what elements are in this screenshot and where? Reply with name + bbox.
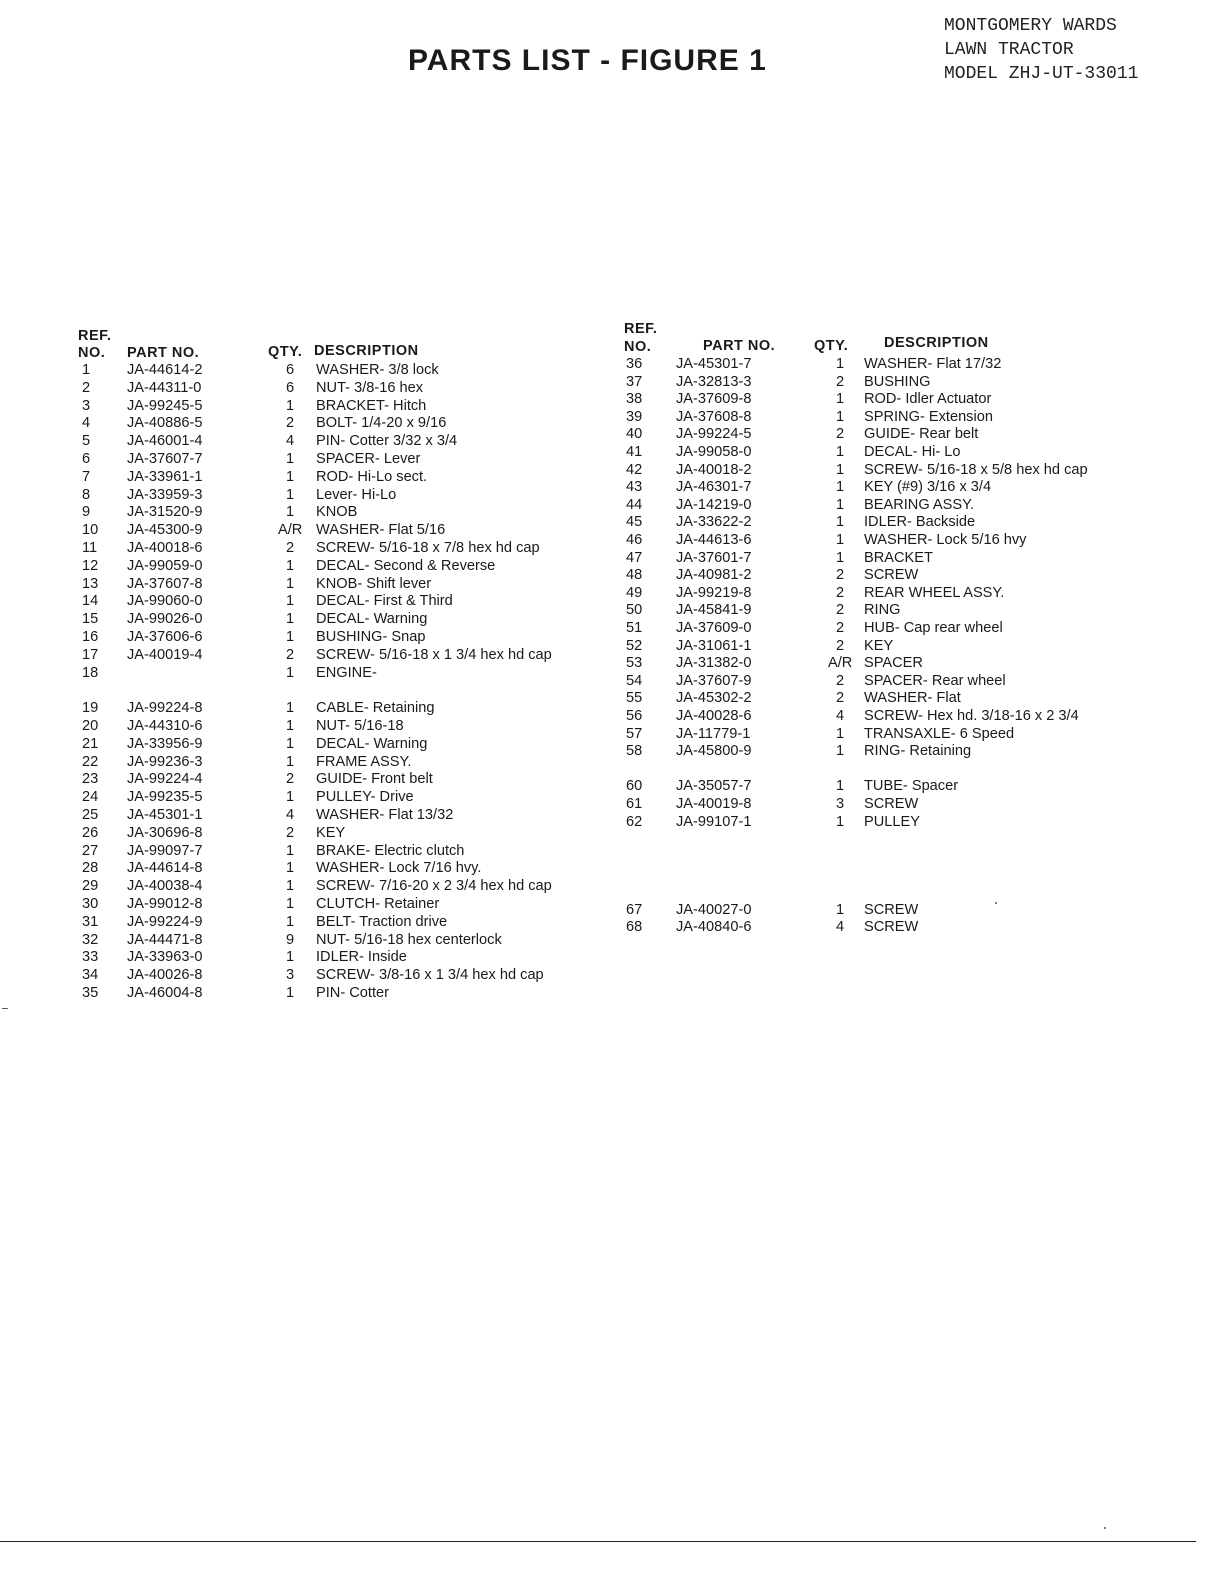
qty-cell: 1 [835,462,845,478]
ref-cell: 2 [82,380,91,396]
ref-cell: 5 [82,433,91,449]
model-line-1: MONTGOMERY WARDS [944,16,1117,36]
description-cell: PULLEY [864,814,920,830]
ref-cell: 51 [626,620,643,636]
qty-cell: 1 [285,843,295,859]
ref-cell: 46 [626,532,643,548]
qty-cell: 1 [835,743,845,759]
qty-cell: 2 [285,825,295,841]
description-cell: SCREW- 5/16-18 x 5/8 hex hd cap [864,462,1088,478]
ref-cell: 42 [626,462,643,478]
description-cell: SPRING- Extension [864,409,993,425]
qty-cell: 1 [285,469,295,485]
description-cell: SCREW- 7/16-20 x 2 3/4 hex hd cap [316,878,552,894]
ref-cell: 58 [626,743,643,759]
part-number-cell: JA-30696-8 [127,825,203,841]
right-ref-header-2: NO. [624,339,652,355]
description-cell: NUT- 3/8-16 hex [316,380,424,396]
part-number-cell: JA-40026-8 [127,967,203,983]
description-cell: ROD- Idler Actuator [864,391,992,407]
part-number-cell: JA-44614-2 [127,362,203,378]
ref-cell: 32 [82,932,99,948]
qty-cell: 1 [285,789,295,805]
qty-cell: 1 [835,444,845,460]
part-number-cell: JA-45301-1 [127,807,203,823]
qty-cell: 1 [285,629,295,645]
part-number-cell: JA-45300-9 [127,522,203,538]
ref-cell: 27 [82,843,99,859]
part-number-cell: JA-40027-0 [676,902,752,918]
description-cell: NUT- 5/16-18 [316,718,404,734]
ref-cell: 43 [626,479,643,495]
ref-cell: 68 [626,919,643,935]
ref-cell: 14 [82,593,99,609]
scan-speck [1104,1527,1106,1529]
qty-cell: 1 [285,949,295,965]
ref-cell: 25 [82,807,99,823]
qty-cell: 1 [285,878,295,894]
qty-cell: 2 [835,426,845,442]
ref-cell: 48 [626,567,643,583]
model-line-2: LAWN TRACTOR [944,40,1074,60]
part-number-cell: JA-31382-0 [676,655,752,671]
ref-cell: 7 [82,469,91,485]
qty-cell: 1 [285,398,295,414]
ref-cell: 62 [626,814,643,830]
ref-cell: 22 [82,754,99,770]
qty-cell: 1 [285,914,295,930]
ref-cell: 55 [626,690,643,706]
right-ref-header-1: REF. [624,321,658,337]
qty-cell: 1 [285,700,295,716]
qty-cell: 4 [835,919,845,935]
part-number-cell: JA-33961-1 [127,469,203,485]
part-number-cell: JA-37609-8 [676,391,752,407]
description-cell: SCREW- 5/16-18 x 7/8 hex hd cap [316,540,540,556]
part-number-cell: JA-33956-9 [127,736,203,752]
ref-cell: 28 [82,860,99,876]
ref-cell: 38 [626,391,643,407]
qty-cell: 9 [285,932,295,948]
part-number-cell: JA-40028-6 [676,708,752,724]
qty-cell: 1 [285,593,295,609]
ref-cell: 10 [82,522,99,538]
description-cell: SCREW [864,796,919,812]
qty-cell: 3 [285,967,295,983]
part-number-cell: JA-99012-8 [127,896,203,912]
ref-cell: 50 [626,602,643,618]
part-number-cell: JA-99058-0 [676,444,752,460]
description-cell: PULLEY- Drive [316,789,414,805]
description-cell: DECAL- Hi- Lo [864,444,961,460]
description-cell: FRAME ASSY. [316,754,412,770]
description-cell: SCREW- 5/16-18 x 1 3/4 hex hd cap [316,647,552,663]
part-number-cell: JA-33963-0 [127,949,203,965]
description-cell: DECAL- Warning [316,736,428,752]
description-cell: KEY (#9) 3/16 x 3/4 [864,479,992,495]
ref-cell: 49 [626,585,643,601]
ref-cell: 17 [82,647,99,663]
part-number-cell: JA-99224-8 [127,700,203,716]
ref-cell: 61 [626,796,643,812]
part-number-cell: JA-40018-6 [127,540,203,556]
ref-cell: 40 [626,426,643,442]
description-cell: BOLT- 1/4-20 x 9/16 [316,415,447,431]
qty-cell: 2 [835,374,845,390]
qty-cell: 1 [835,479,845,495]
description-cell: BRAKE- Electric clutch [316,843,465,859]
part-number-cell: JA-99235-5 [127,789,203,805]
ref-cell: 16 [82,629,99,645]
scan-speck [2,1008,8,1009]
description-cell: WASHER- 3/8 lock [316,362,439,378]
qty-cell: 1 [835,409,845,425]
ref-cell: 13 [82,576,99,592]
part-number-cell: JA-99097-7 [127,843,203,859]
qty-cell: 1 [285,451,295,467]
description-cell: WASHER- Flat 13/32 [316,807,454,823]
ref-cell: 35 [82,985,99,1001]
right-qty-header: QTY. [814,338,849,354]
ref-cell: 54 [626,673,643,689]
description-cell: RING- Retaining [864,743,972,759]
description-cell: PIN- Cotter [316,985,389,1001]
qty-cell: 1 [285,896,295,912]
ref-cell: 52 [626,638,643,654]
page-title: PARTS LIST - FIGURE 1 [408,44,767,77]
part-number-cell: JA-45301-7 [676,356,752,372]
part-number-cell: JA-37601-7 [676,550,752,566]
qty-cell: 2 [285,647,295,663]
ref-cell: 29 [82,878,99,894]
qty-cell: 2 [285,540,295,556]
description-cell: SCREW- 3/8-16 x 1 3/4 hex hd cap [316,967,544,983]
ref-cell: 67 [626,902,643,918]
qty-cell: 1 [835,902,845,918]
part-number-cell: JA-40019-4 [127,647,203,663]
part-number-cell: JA-14219-0 [676,497,752,513]
part-number-cell: JA-45302-2 [676,690,752,706]
part-number-cell: JA-33959-3 [127,487,203,503]
qty-cell: 2 [835,620,845,636]
part-number-cell: JA-37607-7 [127,451,203,467]
description-cell: SCREW [864,919,919,935]
description-cell: WASHER- Flat [864,690,961,706]
part-number-cell: JA-99059-0 [127,558,203,574]
description-cell: CLUTCH- Retainer [316,896,440,912]
description-cell: BELT- Traction drive [316,914,448,930]
qty-cell: 1 [285,860,295,876]
description-cell: ROD- Hi-Lo sect. [316,469,428,485]
ref-cell: 9 [82,504,91,520]
qty-cell: 1 [835,532,845,548]
part-number-cell: JA-40018-2 [676,462,752,478]
ref-cell: 37 [626,374,643,390]
qty-cell: 1 [285,665,295,681]
part-number-cell: JA-44471-8 [127,932,203,948]
qty-cell: A/R [828,655,853,671]
qty-cell: 1 [285,558,295,574]
qty-cell: 1 [285,487,295,503]
ref-cell: 56 [626,708,643,724]
description-cell: GUIDE- Front belt [316,771,433,787]
part-number-cell: JA-44310-6 [127,718,203,734]
part-number-cell: JA-99224-4 [127,771,203,787]
ref-cell: 11 [82,540,98,556]
ref-cell: 3 [82,398,91,414]
description-cell: KEY [316,825,346,841]
part-number-cell: JA-40038-4 [127,878,203,894]
qty-cell: 1 [835,391,845,407]
part-number-cell: JA-44311-0 [127,380,202,396]
ref-cell: 19 [82,700,99,716]
description-cell: BUSHING- Snap [316,629,426,645]
qty-cell: 2 [285,415,295,431]
left-ref-header-1: REF. [78,328,112,344]
ref-cell: 15 [82,611,99,627]
part-number-cell: JA-99245-5 [127,398,203,414]
model-line-3: MODEL ZHJ-UT-33011 [944,64,1139,84]
qty-cell: 6 [285,362,295,378]
part-number-cell: JA-45841-9 [676,602,752,618]
qty-cell: 2 [835,602,845,618]
right-part-header: PART NO. [703,338,776,354]
part-number-cell: JA-40886-5 [127,415,203,431]
qty-cell: 2 [285,771,295,787]
part-number-cell: JA-46001-4 [127,433,203,449]
qty-cell: 2 [835,638,845,654]
ref-cell: 36 [626,356,643,372]
part-number-cell: JA-37607-8 [127,576,203,592]
part-number-cell: JA-37606-6 [127,629,203,645]
part-number-cell: JA-99224-5 [676,426,752,442]
part-number-cell: JA-40840-6 [676,919,752,935]
qty-cell: 1 [285,718,295,734]
qty-cell: 1 [835,514,845,530]
ref-cell: 41 [626,444,643,460]
left-ref-header-2: NO. [78,345,106,361]
qty-cell: 1 [835,778,845,794]
left-part-header: PART NO. [127,345,200,361]
description-cell: RING [864,602,901,618]
description-cell: IDLER- Inside [316,949,407,965]
qty-cell: 2 [835,567,845,583]
part-number-cell: JA-99107-1 [676,814,752,830]
ref-cell: 23 [82,771,99,787]
description-cell: BRACKET- Hitch [316,398,427,414]
ref-cell: 4 [82,415,91,431]
description-cell: BRACKET [864,550,933,566]
qty-cell: 1 [835,356,845,372]
model-block [944,14,1138,86]
part-number-cell: JA-35057-7 [676,778,752,794]
description-cell: REAR WHEEL ASSY. [864,585,1005,601]
ref-cell: 21 [82,736,99,752]
qty-cell: 1 [835,814,845,830]
part-number-cell: JA-46301-7 [676,479,752,495]
qty-cell: 1 [285,736,295,752]
ref-cell: 44 [626,497,643,513]
qty-cell: 2 [835,585,845,601]
description-cell: KNOB- Shift lever [316,576,432,592]
ref-cell: 24 [82,789,99,805]
part-number-cell: JA-33622-2 [676,514,752,530]
part-number-cell: JA-99026-0 [127,611,203,627]
qty-cell: 6 [285,380,295,396]
scan-speck [995,902,997,904]
description-cell: HUB- Cap rear wheel [864,620,1003,636]
ref-cell: 20 [82,718,99,734]
ref-cell: 60 [626,778,643,794]
qty-cell: 1 [285,985,295,1001]
qty-cell: 1 [835,550,845,566]
part-number-cell: JA-31520-9 [127,504,203,520]
part-number-cell: JA-37607-9 [676,673,752,689]
description-cell: SCREW- Hex hd. 3/18-16 x 2 3/4 [864,708,1079,724]
qty-cell: A/R [278,522,303,538]
part-number-cell: JA-99224-9 [127,914,203,930]
left-qty-header: QTY. [268,344,303,360]
description-cell: DECAL- Second & Reverse [316,558,496,574]
description-cell: SCREW [864,902,919,918]
description-cell: SPACER- Lever [316,451,421,467]
part-number-cell: JA-45800-9 [676,743,752,759]
part-number-cell: JA-44613-6 [676,532,752,548]
description-cell: KEY [864,638,894,654]
description-cell: WASHER- Lock 5/16 hvy [864,532,1027,548]
qty-cell: 4 [835,708,845,724]
qty-cell: 3 [835,796,845,812]
description-cell: CABLE- Retaining [316,700,435,716]
ref-cell: 45 [626,514,643,530]
description-cell: SPACER- Rear wheel [864,673,1006,689]
part-number-cell: JA-40019-8 [676,796,752,812]
description-cell: TUBE- Spacer [864,778,959,794]
qty-cell: 1 [835,726,845,742]
description-cell: BUSHING [864,374,931,390]
description-cell: IDLER- Backside [864,514,976,530]
ref-cell: 1 [82,362,91,378]
description-cell: WASHER- Flat 17/32 [864,356,1002,372]
right-desc-header: DESCRIPTION [884,335,989,351]
description-cell: KNOB [316,504,358,520]
description-cell: ENGINE- [316,665,377,681]
part-number-cell: JA-46004-8 [127,985,203,1001]
part-number-cell: JA-11779-1 [676,726,751,742]
part-number-cell: JA-31061-1 [676,638,752,654]
part-number-cell: JA-40981-2 [676,567,752,583]
description-cell: BEARING ASSY. [864,497,975,513]
qty-cell: 1 [285,576,295,592]
ref-cell: 12 [82,558,99,574]
ref-cell: 53 [626,655,643,671]
ref-cell: 18 [82,665,99,681]
description-cell: SCREW [864,567,919,583]
ref-cell: 39 [626,409,643,425]
ref-cell: 31 [82,914,99,930]
description-cell: Lever- Hi-Lo [316,487,397,503]
qty-cell: 4 [285,807,295,823]
qty-cell: 4 [285,433,295,449]
qty-cell: 1 [285,611,295,627]
ref-cell: 6 [82,451,91,467]
part-number-cell: JA-99060-0 [127,593,203,609]
description-cell: DECAL- First & Third [316,593,453,609]
ref-cell: 57 [626,726,643,742]
description-cell: WASHER- Flat 5/16 [316,522,446,538]
ref-cell: 47 [626,550,643,566]
part-number-cell: JA-99236-3 [127,754,203,770]
ref-cell: 34 [82,967,99,983]
description-cell: TRANSAXLE- 6 Speed [864,726,1015,742]
qty-cell: 2 [835,673,845,689]
left-desc-header: DESCRIPTION [314,343,419,359]
ref-cell: 33 [82,949,99,965]
ref-cell: 30 [82,896,99,912]
description-cell: NUT- 5/16-18 hex centerlock [316,932,502,948]
part-number-cell: JA-32813-3 [676,374,752,390]
part-number-cell: JA-37609-0 [676,620,752,636]
page-bottom-rule [0,1541,1196,1542]
description-cell: GUIDE- Rear belt [864,426,979,442]
description-cell: SPACER [864,655,923,671]
description-cell: WASHER- Lock 7/16 hvy. [316,860,482,876]
qty-cell: 1 [285,504,295,520]
description-cell: DECAL- Warning [316,611,428,627]
qty-cell: 1 [285,754,295,770]
qty-cell: 2 [835,690,845,706]
ref-cell: 26 [82,825,99,841]
part-number-cell: JA-44614-8 [127,860,203,876]
description-cell: PIN- Cotter 3/32 x 3/4 [316,433,458,449]
ref-cell: 8 [82,487,91,503]
part-number-cell: JA-99219-8 [676,585,752,601]
part-number-cell: JA-37608-8 [676,409,752,425]
qty-cell: 1 [835,497,845,513]
